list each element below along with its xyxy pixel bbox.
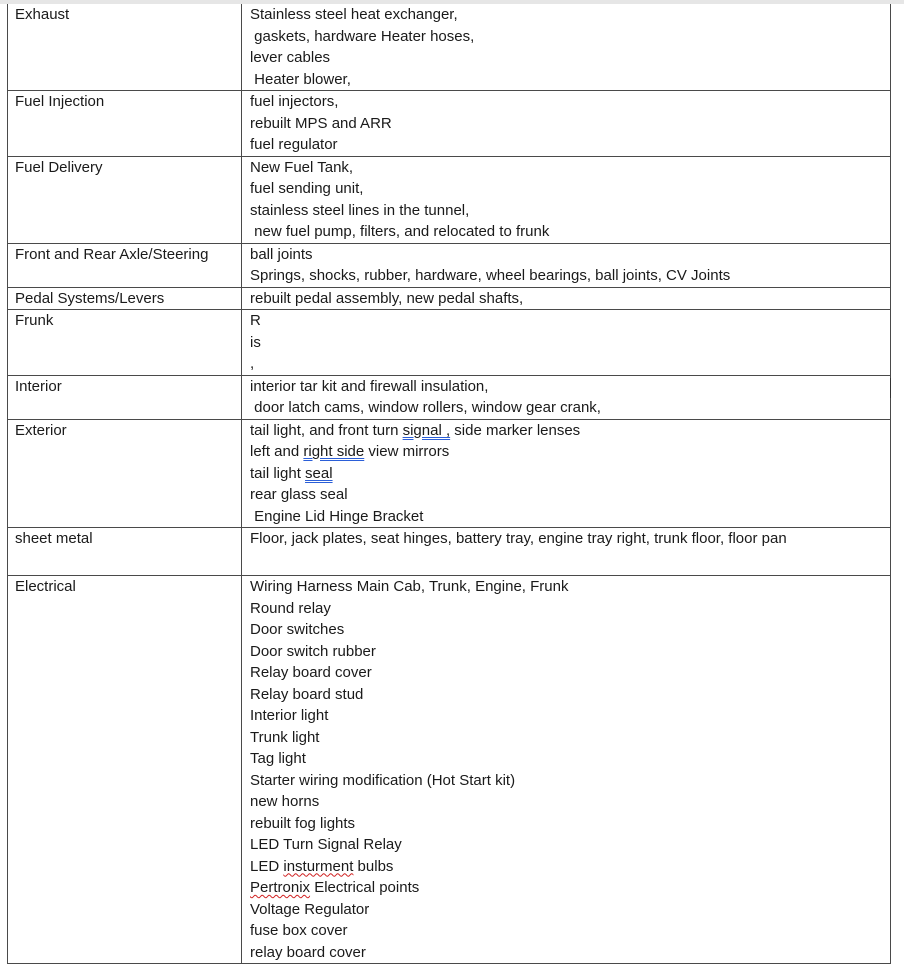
table-row [8, 287, 891, 310]
item-line: fuel injectors, [250, 93, 339, 110]
category-label: Electrical [15, 578, 76, 595]
item-line: Starter wiring modification (Hot Start kit) [250, 771, 516, 789]
table-row [8, 528, 891, 576]
item-text-segment: view mirrors [364, 443, 450, 460]
items-cell[interactable] [242, 528, 891, 576]
category-cell[interactable] [8, 310, 242, 376]
table-row [8, 243, 891, 287]
table-row [8, 310, 891, 376]
item-line: Heater blower, [250, 70, 351, 88]
item-line: rebuilt pedal assembly, new pedal shafts, [250, 289, 524, 307]
item-line: Stainless steel heat exchanger, [250, 6, 458, 23]
table-row [8, 375, 891, 419]
item-line [250, 856, 886, 878]
item-line [250, 332, 886, 354]
item-line: LED Turn Signal Relay [250, 836, 402, 853]
item-line: Round relay [250, 599, 331, 617]
grammar-suggestion-mark: signal , [402, 421, 451, 439]
grammar-suggestion-mark: seal [305, 464, 333, 482]
item-line: lever cables [250, 49, 331, 66]
items-cell[interactable] [242, 310, 891, 376]
item-line: Door switches [250, 621, 345, 638]
item-text-segment: R [250, 312, 261, 329]
items-cell[interactable] [242, 91, 891, 157]
items-cell[interactable] [242, 576, 891, 964]
item-line [250, 877, 886, 899]
item-line: stainless steel lines in the tunnel, [250, 201, 470, 219]
item-text-segment: left and [250, 443, 304, 460]
item-line [250, 310, 886, 332]
item-text-segment: side marker lenses [450, 421, 581, 439]
item-line: Relay board stud [250, 685, 364, 703]
item-text-segment: i [250, 333, 254, 351]
category-label: Exhaust [15, 6, 70, 23]
category-label: Frunk [15, 312, 54, 329]
text-cursor [890, 378, 891, 398]
category-cell[interactable] [8, 528, 242, 576]
category-label: Front and Rear Axle/Steering [15, 245, 209, 263]
table-row [8, 576, 891, 964]
table-row [8, 156, 891, 243]
item-line: relay board cover [250, 943, 366, 961]
items-cell[interactable] [242, 375, 891, 419]
item-line: door latch cams, window rollers, window gear crank, [250, 399, 601, 416]
table-body [8, 4, 891, 964]
item-line: gaskets, hardware Heater hoses, [250, 27, 475, 45]
item-line [250, 441, 886, 463]
category-cell[interactable] [8, 287, 242, 310]
category-label: Exterior [15, 421, 67, 439]
category-cell[interactable] [8, 243, 242, 287]
item-line [250, 420, 886, 442]
category-cell[interactable] [8, 576, 242, 964]
category-cell[interactable] [8, 156, 242, 243]
items-cell[interactable] [242, 243, 891, 287]
category-cell[interactable] [8, 91, 242, 157]
items-cell[interactable] [242, 4, 891, 91]
item-line: Wiring Harness Main Cab, Trunk, Engine, Frunk [250, 578, 569, 595]
table-row [8, 419, 891, 528]
item-text-segment: s [253, 333, 261, 351]
category-cell[interactable] [8, 375, 242, 419]
item-line: rear glass seal [250, 486, 348, 503]
table-row [8, 4, 891, 91]
item-line: Engine Lid Hinge Bracket [250, 507, 424, 525]
category-cell[interactable] [8, 4, 242, 91]
item-line: interior tar kit and firewall insulation, [250, 377, 489, 395]
grammar-suggestion-mark: right side [303, 443, 365, 460]
item-line: Springs, shocks, rubber, hardware, wheel bearings, ball joints, CV Joints [250, 267, 731, 284]
table-row [8, 91, 891, 157]
spelling-error-mark: insturment [283, 857, 354, 875]
category-label: Pedal Systems/Levers [15, 289, 165, 307]
category-label: Fuel Delivery [15, 158, 103, 176]
item-line: rebuilt MPS and ARR [250, 114, 392, 132]
item-line: Tag light [250, 750, 306, 767]
item-line: fuel regulator [250, 136, 338, 153]
items-cell[interactable] [242, 156, 891, 243]
item-text-segment: tail light, and front turn [250, 421, 403, 439]
parts-table [7, 4, 891, 964]
item-line: Trunk light [250, 728, 320, 746]
item-line: fuel sending unit, [250, 180, 364, 197]
item-line: rebuilt fog lights [250, 814, 356, 832]
item-line: new fuel pump, filters, and relocated to frunk [250, 223, 550, 240]
category-label: Interior [15, 377, 62, 395]
item-text-segment: bulbs [353, 857, 394, 875]
item-line: ball joints [250, 245, 313, 263]
item-line [250, 353, 886, 375]
item-text-segment: , [250, 355, 255, 372]
item-line: Voltage Regulator [250, 900, 370, 918]
item-line: New Fuel Tank, [250, 158, 354, 176]
category-label: Fuel Injection [15, 93, 105, 110]
item-text-segment: Electrical points [310, 879, 420, 896]
item-text-segment: LED [250, 857, 284, 875]
item-line: Relay board cover [250, 664, 372, 681]
spelling-error-mark: Pertronix [250, 879, 311, 896]
item-line [250, 463, 886, 485]
category-cell[interactable] [8, 419, 242, 528]
item-line: Interior light [250, 707, 329, 724]
items-cell[interactable] [242, 287, 891, 310]
item-line: Door switch rubber [250, 642, 376, 660]
item-text-segment: tail light [250, 464, 306, 482]
item-line: fuse box cover [250, 922, 348, 939]
category-label: sheet metal [15, 530, 93, 547]
item-line: Floor, jack plates, seat hinges, battery tray, engine tray right, trunk floor, floor pan [250, 530, 787, 547]
item-line: new horns [250, 793, 320, 810]
items-cell[interactable] [242, 419, 891, 528]
